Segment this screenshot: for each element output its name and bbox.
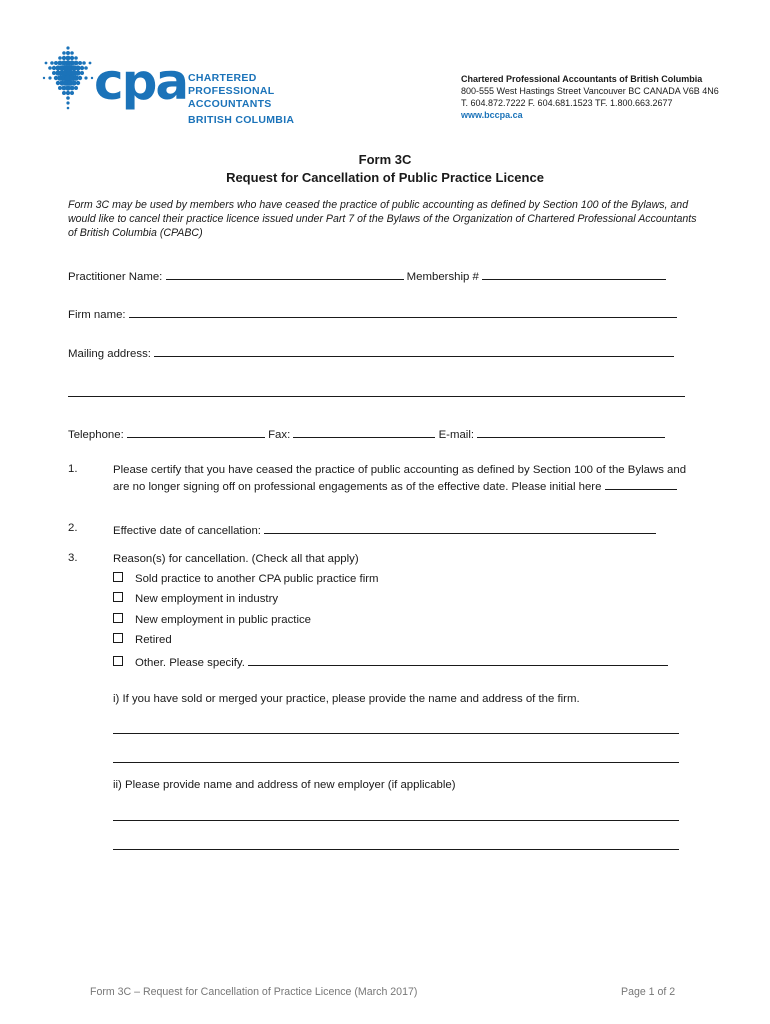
telephone-label: Telephone: xyxy=(68,429,124,441)
firm-row xyxy=(68,306,677,321)
checkbox[interactable] xyxy=(113,656,123,666)
form-number: Form 3C xyxy=(358,152,412,167)
email-label: E-mail: xyxy=(438,429,475,441)
item-1-text xyxy=(113,463,693,495)
checkbox[interactable] xyxy=(113,592,123,602)
logo-line-professional: PROFESSIONAL xyxy=(188,85,275,97)
new-employer-line-1 xyxy=(113,809,679,824)
logo-line-accountants: ACCOUNTANTS xyxy=(188,98,272,110)
new-employer-line-2 xyxy=(113,838,679,853)
initial-field[interactable] xyxy=(605,478,677,490)
email-field[interactable] xyxy=(477,426,665,438)
other-specify-field[interactable] xyxy=(248,654,668,666)
org-website: www.bccpa.ca xyxy=(461,110,523,120)
reason-industry[interactable] xyxy=(113,592,278,605)
logo-region: BRITISH COLUMBIA xyxy=(188,114,295,126)
org-name: Chartered Professional Accountants of British Columbia xyxy=(461,74,703,84)
fax-field[interactable] xyxy=(293,426,435,438)
effective-date-label: Effective date of cancellation: xyxy=(113,525,261,537)
mailing-row-2 xyxy=(68,385,685,400)
item-2-text xyxy=(113,522,693,539)
question-sold-firm: i) If you have sold or merged your practice, please provide the name and address of the firm. xyxy=(113,693,580,705)
form-intro: Form 3C may be used by members who have ceased the practice of public accounting as defined by Section 100 of the Bylaws, and would like to cancel their practice licence issued under Part 7 of the Bylaws of the Organization of Chartered Professional Accountants of British Columbia (CPABC) xyxy=(68,199,697,239)
logo-line-chartered: CHARTERED xyxy=(188,72,257,84)
new-employer-field-1[interactable] xyxy=(113,809,679,821)
reason-label: Retired xyxy=(135,634,172,646)
form-title: Request for Cancellation of Public Practice Licence xyxy=(226,170,544,185)
reason-label: Other. Please specify. xyxy=(135,657,245,669)
telephone-field[interactable] xyxy=(127,426,265,438)
effective-date-field[interactable] xyxy=(264,522,656,534)
footer-form-name: Form 3C – Request for Cancellation of Practice Licence (March 2017) xyxy=(90,986,418,998)
org-address: 800-555 West Hastings Street Vancouver BC CANADA V6B 4N6 xyxy=(461,86,719,96)
reason-retired[interactable] xyxy=(113,633,172,646)
sold-firm-field-2[interactable] xyxy=(113,751,679,763)
page-number: Page 1 of 2 xyxy=(621,986,676,998)
firm-name-field[interactable] xyxy=(129,306,677,318)
item-2-number: 2. xyxy=(68,522,78,534)
practitioner-row xyxy=(68,268,666,283)
practitioner-name-field[interactable] xyxy=(166,268,404,280)
sold-firm-line-2 xyxy=(113,751,679,766)
logo-wordmark: cpa xyxy=(94,53,188,111)
org-phones: T. 604.872.7222 F. 604.681.1523 TF. 1.800.663.2677 xyxy=(461,98,673,108)
mailing-address-field[interactable] xyxy=(154,345,674,357)
checkbox[interactable] xyxy=(113,633,123,643)
reason-label: New employment in industry xyxy=(135,593,279,605)
mailing-address-field-2[interactable] xyxy=(68,385,685,397)
checkbox[interactable] xyxy=(113,572,123,582)
reason-public-practice[interactable] xyxy=(113,613,311,626)
reason-sold-practice[interactable] xyxy=(113,572,379,585)
item-3-text: Reason(s) for cancellation. (Check all that apply) xyxy=(113,553,359,565)
contact-block xyxy=(461,73,719,121)
membership-field[interactable] xyxy=(482,268,666,280)
new-employer-field-2[interactable] xyxy=(113,838,679,850)
sold-firm-line-1 xyxy=(113,722,679,737)
checkbox[interactable] xyxy=(113,613,123,623)
fax-label: Fax: xyxy=(268,429,291,441)
item-1-number: 1. xyxy=(68,463,78,475)
mailing-row xyxy=(68,345,674,360)
contact-row xyxy=(68,426,665,441)
membership-label: Membership # xyxy=(406,271,479,283)
item-3-number: 3. xyxy=(68,552,78,564)
practitioner-name-label: Practitioner Name: xyxy=(68,271,163,283)
mailing-address-label: Mailing address: xyxy=(68,348,151,360)
firm-name-label: Firm name: xyxy=(68,309,126,321)
question-new-employer: ii) Please provide name and address of new employer (if applicable) xyxy=(113,779,456,791)
reason-other[interactable] xyxy=(113,654,668,669)
sold-firm-field-1[interactable] xyxy=(113,722,679,734)
item-1-statement: Please certify that you have ceased the practice of public accounting as defined by Section 100 of the Bylaws and are no longer signing off on professional engagements as of the effective date. Please initial here xyxy=(113,464,687,493)
reason-label: Sold practice to another CPA public practice firm xyxy=(135,573,379,585)
cpa-logo xyxy=(40,44,300,128)
maple-leaf-dots-icon xyxy=(40,44,96,114)
reason-label: New employment in public practice xyxy=(135,614,311,626)
logo-tagline xyxy=(188,72,274,111)
